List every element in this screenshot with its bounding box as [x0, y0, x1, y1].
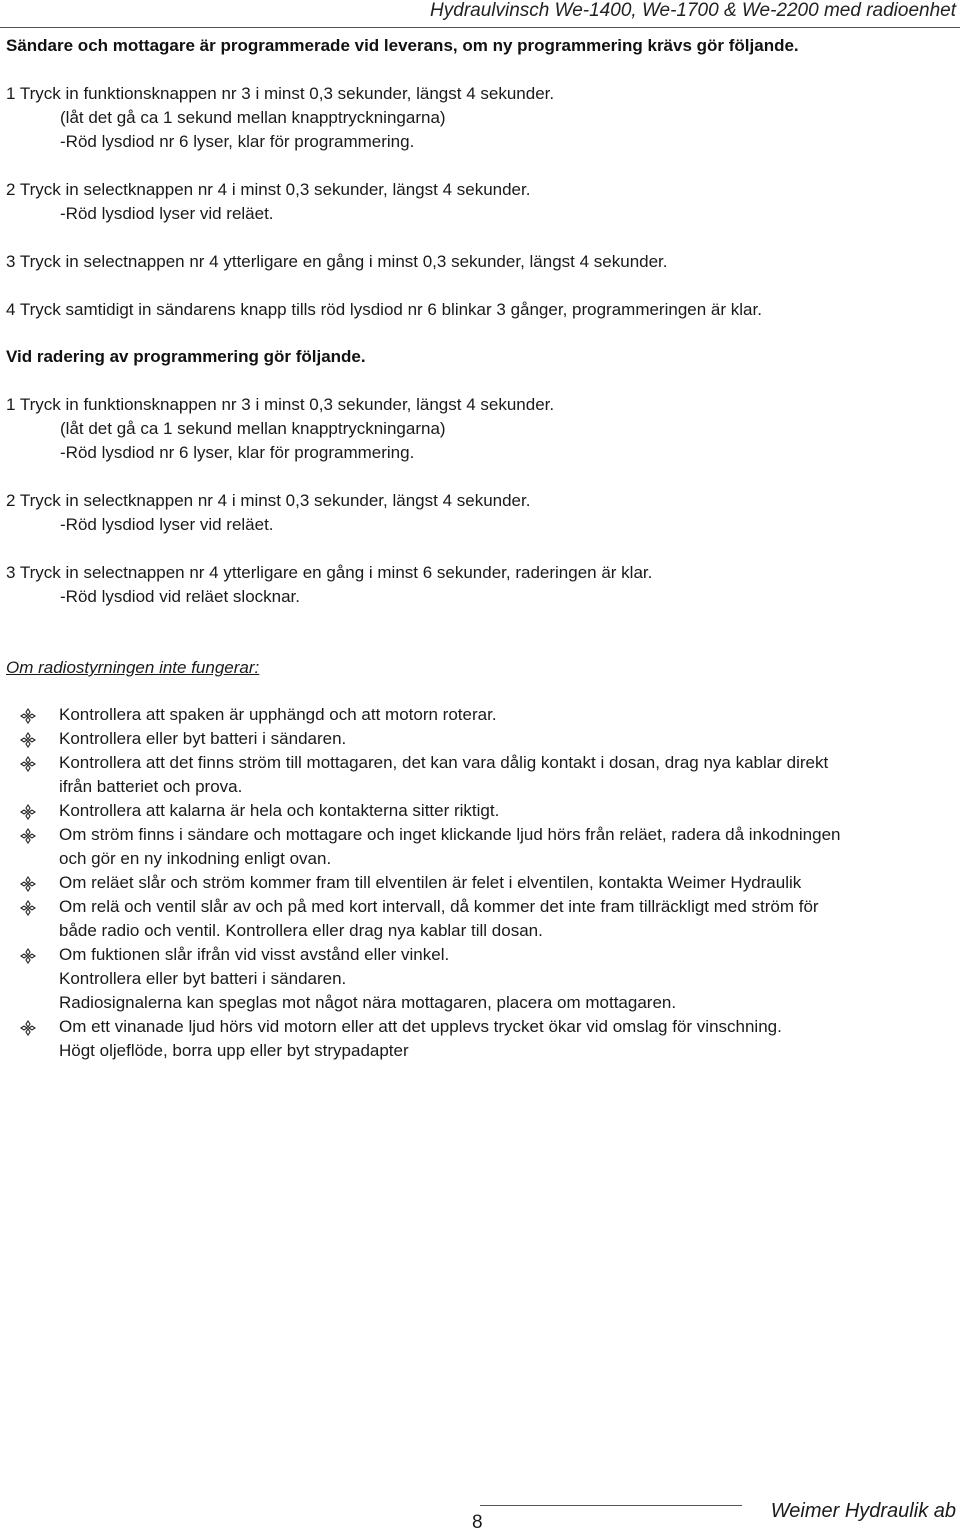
- check-lever-text: Kontrollera att spaken är upphängd och att motorn roterar.: [59, 705, 497, 724]
- footer-divider: [480, 1505, 742, 1506]
- deletion-step-1-result: -Röd lysdiod nr 6 lyser, klar för programmering.: [60, 443, 415, 462]
- check-power-text: Kontrollera att det finns ström till mottagaren, det kan vara dålig kontakt i dosan, drag nya kablar direkt: [59, 753, 829, 772]
- troubleshooting-heading: Om radiostyrningen inte fungerar:: [6, 658, 260, 677]
- page-number: 8: [472, 1512, 483, 1533]
- four-diamond-bullet-icon: [20, 804, 36, 820]
- programming-step-4: 4 Tryck samtidigt in sändarens knapp tills röd lysdiod nr 6 blinkar 3 gånger, programmeringen är klar.: [6, 300, 762, 319]
- four-diamond-bullet-icon: [20, 948, 36, 964]
- document-title: Hydraulvinsch We-1400, We-1700 & We-2200 med radioenhet: [430, 0, 956, 21]
- range-angle-battery-text: Kontrollera eller byt batteri i sändaren.: [59, 969, 347, 988]
- deletion-step-1: 1 Tryck in funktionsknappen nr 3 i minst 0,3 sekunder, längst 4 sekunder.: [6, 395, 555, 414]
- short-interval-text: Om relä och ventil slår av och på med kort intervall, då kommer det inte fram tillräckligt med ström för: [59, 897, 819, 916]
- whining-noise-text: Om ett vinanade ljud hörs vid motorn eller att det upplevs trycket ökar vid omslag för vinschning.: [59, 1017, 782, 1036]
- valve-fault-text: Om reläet slår och ström kommer fram till elventilen är felet i elventilen, kontakta Weimer Hydraulik: [59, 873, 802, 892]
- whining-noise-fix-text: Högt oljeflöde, borra upp eller byt strypadapter: [59, 1041, 409, 1060]
- four-diamond-bullet-icon: [20, 756, 36, 772]
- deletion-step-3-result: -Röd lysdiod vid reläet slocknar.: [60, 587, 301, 606]
- programming-step-2-result: -Röd lysdiod lyser vid reläet.: [60, 204, 274, 223]
- four-diamond-bullet-icon: [20, 876, 36, 892]
- check-cables-text: Kontrollera att kalarna är hela och kontakterna sitter riktigt.: [59, 801, 500, 820]
- four-diamond-bullet-icon: [20, 900, 36, 916]
- check-battery-text: Kontrollera eller byt batteri i sändaren.: [59, 729, 347, 748]
- four-diamond-bullet-icon: [20, 828, 36, 844]
- programming-step-3: 3 Tryck in selectnappen nr 4 ytterligare en gång i minst 0,3 sekunder, längst 4 sekunder.: [6, 252, 668, 271]
- short-interval-text-cont: både radio och ventil. Kontrollera eller drag nya kablar till dosan.: [59, 921, 543, 940]
- relay-click-text-cont: och gör en ny inkodning enligt ovan.: [59, 849, 332, 868]
- programming-step-1-result: -Röd lysdiod nr 6 lyser, klar för programmering.: [60, 132, 415, 151]
- programming-heading: Sändare och mottagare är programmerade vid leverans, om ny programmering krävs gör följande.: [6, 36, 799, 55]
- programming-step-1-note: (låt det gå ca 1 sekund mellan knapptryckningarna): [60, 108, 446, 127]
- four-diamond-bullet-icon: [20, 1020, 36, 1036]
- check-power-text-cont: ifrån batteriet och prova.: [59, 777, 243, 796]
- range-angle-reflect-text: Radiosignalerna kan speglas mot något nära mottagaren, placera om mottagaren.: [59, 993, 677, 1012]
- deletion-step-2: 2 Tryck in selectknappen nr 4 i minst 0,3 sekunder, längst 4 sekunder.: [6, 491, 531, 510]
- relay-click-text: Om ström finns i sändare och mottagare och inget klickande ljud hörs från reläet, radera då inkodningen: [59, 825, 841, 844]
- company-name: Weimer Hydraulik ab: [770, 1500, 956, 1522]
- deletion-step-1-note: (låt det gå ca 1 sekund mellan knapptryckningarna): [60, 419, 446, 438]
- programming-step-2: 2 Tryck in selectknappen nr 4 i minst 0,3 sekunder, längst 4 sekunder.: [6, 180, 531, 199]
- four-diamond-bullet-icon: [20, 708, 36, 724]
- range-angle-text: Om fuktionen slår ifrån vid visst avstånd eller vinkel.: [59, 945, 450, 964]
- deletion-step-2-result: -Röd lysdiod lyser vid reläet.: [60, 515, 274, 534]
- four-diamond-bullet-icon: [20, 732, 36, 748]
- header-divider: [0, 27, 960, 28]
- deletion-heading: Vid radering av programmering gör följande.: [6, 347, 366, 366]
- deletion-step-3: 3 Tryck in selectnappen nr 4 ytterligare en gång i minst 6 sekunder, raderingen är klar.: [6, 563, 653, 582]
- programming-step-1: 1 Tryck in funktionsknappen nr 3 i minst 0,3 sekunder, längst 4 sekunder.: [6, 84, 555, 103]
